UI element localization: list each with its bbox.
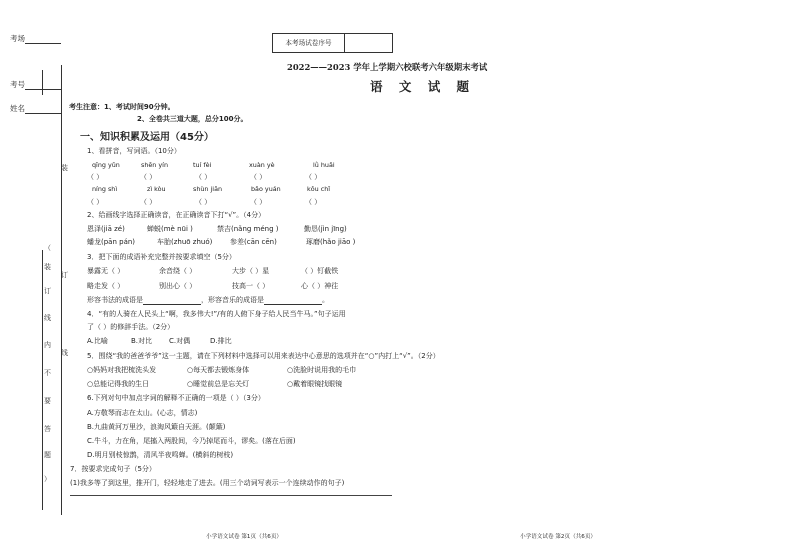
choice-option[interactable]: D.明月别枝惊鹊，清风半夜鸣蝉。(横斜的树枝) [87,451,234,459]
idiom-item[interactable]: 暴露无（ ） [87,267,125,275]
seal-char: ） [44,475,51,483]
choice-option[interactable]: B.对比 [131,337,153,345]
reading-option[interactable]: 参差(cān cēn) [230,238,277,246]
seal-char: 要 [44,397,51,405]
seal-char: （ [44,244,51,252]
idiom-fill-prefix: 形容书法的成语是 [87,296,143,304]
choice-option[interactable]: D.排比 [210,337,232,345]
exam-no-field[interactable] [10,79,61,90]
idiom-item[interactable]: 别出心（ ） [159,282,197,290]
pinyin-item: shēn yín [141,161,169,169]
idiom-item[interactable]: （ ）钉截铁 [301,267,339,275]
page-footer-right: 小学语文试卷 第2页（共6页） [520,534,597,540]
material-option[interactable]: ○洗脸时说用我的毛巾 [287,366,357,374]
binding-line-right [61,65,62,515]
question-3-stem: 3．把下面的成语补充完整并按要求填空（5分） [87,253,236,261]
question-4-stem: 4．“有的人骑在人民头上“啊，我多伟大!”/有的人俯下身子给人民当牛马。”句子运用 [87,310,346,318]
answer-blank[interactable]: （ ） [87,173,104,181]
pinyin-item: bǎo yuán [251,185,281,193]
subject-title: 语 文 试 题 [370,79,476,94]
seal-char: 题 [44,451,51,459]
idiom-item[interactable]: 余音绕（ ） [159,267,197,275]
answer-blank[interactable]: （ ） [140,198,157,206]
material-option[interactable]: ○每天都去锻炼身体 [187,366,250,374]
page-footer-left: 小学语文试卷 第1页（共6页） [206,534,283,540]
material-option[interactable]: ○总能记得我的生日 [87,380,150,388]
pinyin-item: zì kòu [147,185,166,193]
answer-blank[interactable]: （ ） [87,198,104,206]
material-option[interactable]: ○睡觉前总是忘关灯 [187,380,250,388]
seal-char: 订 [44,287,51,295]
question-1-stem: 1、看拼音，写词语。（10分） [87,147,181,155]
reading-option[interactable]: 恩泽(jiā zé) [87,225,125,233]
answer-blank[interactable]: （ ） [250,173,267,181]
reading-option[interactable]: 蟠龙(pān pán) [87,238,136,246]
binding-line-left-top [42,70,43,95]
notice-line-1: 考生注意：1、考试时间90分钟。 [69,103,175,111]
seal-char: 内 [44,341,51,349]
binding-char-ding: 订 [61,271,68,279]
seal-char: 不 [44,369,51,377]
choice-option[interactable]: A.方敬琴而志在太山。(心志，情志) [87,409,198,417]
question-4-line2: 了（ ）的修辞手法。（2分） [87,323,175,331]
question-5-stem: 5．围绕“我的爸爸爷爷”这一主题，请在下列材料中选择可以用来表达中心意思的选项并在“○”内打上“√”。（2分） [87,352,440,360]
exam-title: 2022——2023 学年上学期六校联考六年级期末考试 [287,62,488,72]
question-7-item-1: (1)我多等了到这里，推开门，轻轻地走了进去。(用三个动词写表示一个连续动作的句子) [70,479,345,487]
seal-char: 装 [44,263,51,271]
idiom-fill-mid: ，形容音乐的成语是 [201,296,264,304]
exam-room-label: 考场 [10,34,25,43]
reading-option[interactable]: 勤恳(jìn jīng) [304,225,347,233]
idiom-item[interactable]: 大步（ ）星 [232,267,270,275]
binding-char-zhuang: 装 [61,164,68,172]
seal-char: 线 [44,314,51,322]
answer-blank[interactable]: （ ） [140,173,157,181]
idiom-item[interactable]: 略走发（ ） [87,282,125,290]
name-field[interactable] [10,103,61,114]
seat-number-label: 本考场试卷序号 [273,34,345,52]
exam-room-field[interactable] [10,33,61,44]
material-option[interactable]: ○妈妈对我把梳洗头发 [87,366,157,374]
reading-option[interactable]: 车胎(zhuō zhuó) [157,238,213,246]
pinyin-item: qīng yǔn [92,161,120,169]
idiom-item[interactable]: 技高一（ ） [232,282,270,290]
answer-blank[interactable]: （ ） [250,198,267,206]
binding-char-xian: 线 [61,349,68,357]
pinyin-item: tuí fèi [193,161,212,169]
name-label: 姓名 [10,104,25,113]
answer-blank[interactable]: （ ） [305,198,322,206]
choice-option[interactable]: A.比喻 [87,337,108,345]
exam-no-label: 考号 [10,80,25,89]
seal-char: 答 [44,425,51,433]
binding-line-left-bottom [42,250,43,510]
pinyin-item: xuàn yè [249,161,275,169]
question-6-stem: 6.下列对句中加点字词的解释不正确的一项是（ ）（3分） [87,394,265,402]
idiom-fill-end: 。 [322,296,329,304]
reading-option[interactable]: 蝉蜕(mè nūi ) [147,225,193,233]
section-title: 一、知识积累及运用（45分） [80,132,214,143]
notice-line-2: 2、全卷共三道大题，总分100分。 [137,115,248,123]
seat-number-box[interactable] [272,33,393,53]
idiom-item[interactable]: 心（ ）神往 [301,282,339,290]
choice-option[interactable]: C.牛斗，力在角，尾搐入两股间，今乃掉尾而斗，谬矣。(落在后面) [87,437,296,445]
pinyin-item: níng shì [92,185,118,193]
pinyin-item: kǒu chǐ [307,185,331,193]
answer-blank[interactable]: （ ） [195,173,212,181]
pinyin-item: lǜ huǎi [313,161,335,169]
reading-option[interactable]: 琢磨(hǎo jiāo ) [306,238,356,246]
choice-option[interactable]: C.对偶 [169,337,191,345]
question-2-stem: 2、给画线字选择正确读音，在正确读音下打“√”。（4分） [87,211,266,219]
material-option[interactable]: ○戴着眼镜找眼镜 [287,380,343,388]
idiom-fill-line[interactable] [87,295,329,305]
choice-option[interactable]: B.九曲黄河万里沙，浪淘风簸自天涯。(颠簸) [87,423,226,431]
pinyin-item: shùn jiān [193,185,223,193]
answer-line[interactable] [70,495,392,496]
question-7-stem: 7．按要求完成句子（5分） [70,465,156,473]
reading-option[interactable]: 禁吉(nǎng méng ) [217,225,279,233]
answer-blank[interactable]: （ ） [305,173,322,181]
answer-blank[interactable]: （ ） [195,198,212,206]
